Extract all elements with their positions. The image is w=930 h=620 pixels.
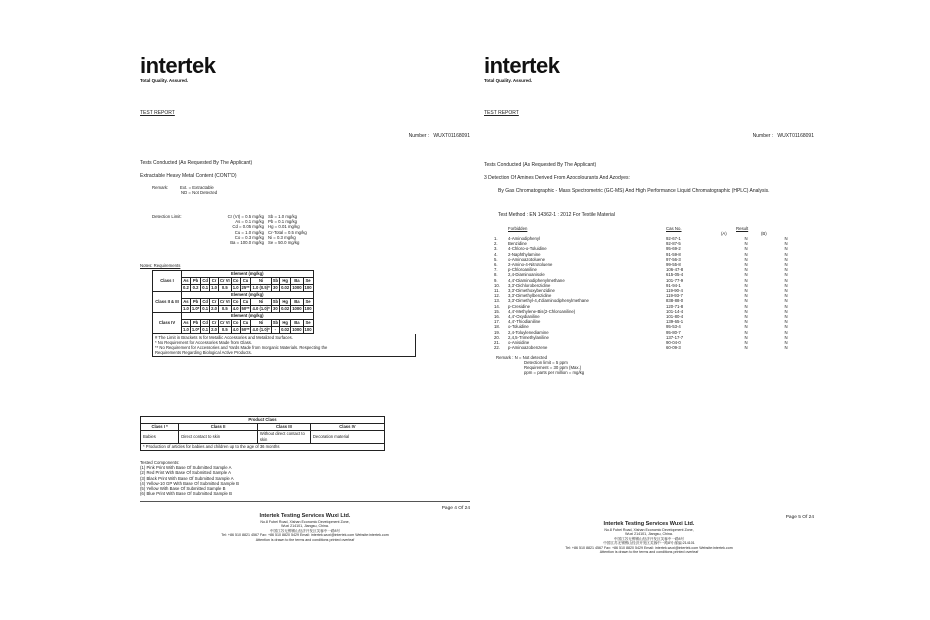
amine-name: p-Aminoazobenzene [508,345,548,351]
amine-cas: 91-94-1 [666,282,681,288]
section-title: 3 Detection Of Amines Derived From Azocolourants And Azodyes: [484,175,630,181]
col-a: (A) [721,231,727,236]
class-name: Class IV [153,313,182,334]
limit-value: 1.0 [232,285,239,290]
element-symbol: Pb [190,278,200,285]
amine-name: 4-Aminodiphenyl [508,236,541,241]
footer-address: 中国江苏无锡锡山经济开发区芙蓉中一路8号 邮编:214101 [603,541,695,546]
amine-b: N [784,324,788,330]
limit-value: 1.0* [191,327,200,332]
logo-tagline: Total Quality. Assured. [484,78,533,83]
amine-cas: 101-14-4 [666,308,684,314]
element-symbol: Cr [210,299,219,306]
amine-cas: 99-55-8 [666,262,681,268]
amine-b: N [784,241,788,247]
pc-value: Direct contact to skin [179,431,258,444]
amine-a: N [744,282,748,288]
requirements-table [152,270,314,334]
element-symbol: Cu [240,278,251,285]
amine-b: N [784,262,788,268]
amine-a: N [744,293,748,299]
amine-no: 15. [494,308,500,314]
limit-value: 0.1 [202,306,209,311]
amine-no: 7. [494,267,498,273]
amine-name: 2,4-Diaminoanisole [508,272,545,278]
element-symbol: Ni [251,320,271,327]
amine-b: N [784,340,788,346]
remark-line: Detection limit = 5 ppm [524,360,568,365]
component-item: (4) Yellow-10 GP With Base Of Submitted Sample B [140,480,240,486]
amine-b: N [784,298,788,304]
amine-b: N [784,303,788,309]
footer-address: Wuxi 214101, Jiangsu, China. [625,532,673,537]
element-header: Element (mg/kg) [182,292,314,299]
element-symbol: As [183,320,189,325]
notes-title: Notes: Requirements [140,263,181,268]
limit-value: 0.2 [190,285,200,292]
limit-value: 1000 [292,327,302,332]
amine-no: 5. [494,256,498,262]
note-line: # The Limit in Brackets Is for Metallic Accessories and Metalized Surfaces. [155,335,293,340]
amine-b: N [784,314,788,320]
element-symbol: Pb [190,320,200,327]
amine-name: 2,4,5-Trimethylaniline [508,334,549,340]
amine-b: N [784,288,788,294]
limit-value: 1.0 [183,327,189,332]
amine-name: 2,4-Toluylenediamine [508,329,549,335]
detection-col-1 [202,214,264,245]
footer-address: 中国江苏无锡锡山经济开发区芙蓉中一路8号 [613,536,685,541]
element-symbol: Sb [272,299,279,304]
element-symbol: Cu [240,299,251,306]
pc-value: Decoration material [310,431,384,444]
element-symbol: Sb [272,320,279,325]
amine-no: 13. [494,298,500,304]
report-title: TEST REPORT [140,110,175,116]
detection-item: Co = 0.3 mg/kg [234,234,264,240]
limit-value: 50** [241,306,250,311]
number-label: Number : [408,133,430,139]
method-description: By Gas Chromatographic - Mass Spectrometric (GC-MS) And High Performance Liquid Chromatographic (HPLC) Analysis. [498,188,770,194]
element-symbol: Sb [272,278,279,283]
col-forbidden: Forbidden [508,226,528,231]
amine-no: 17. [494,319,500,325]
limit-value: 25** [241,285,250,290]
limit-value: 0.5 [218,306,231,313]
amine-name: o-Toluidine [508,324,529,330]
limit-value: 0.5 [218,327,231,334]
logo-wordmark: intertek [140,53,216,78]
pc-value: Babies [141,431,179,444]
amine-cas: 60-09-3 [666,345,681,351]
footer-company: Intertek Testing Services Wuxi Ltd. [259,513,351,519]
element-symbol: Hg [280,320,291,327]
product-class-table [140,416,385,451]
amine-cas: 137-17-7 [666,334,684,340]
amine-name: 4,4'-Oxydianiline [508,314,540,320]
report-number [753,133,814,139]
element-symbol: Cr [210,320,219,327]
amine-name: 3,3'-Dimethylbenzidine [508,293,552,299]
limit-value: 100 [304,327,312,332]
limit-value: 30 [273,306,278,311]
component-item: (5) Yellow With Base Of Submitted Sample B [140,486,226,492]
amine-a: N [744,267,748,273]
report-page-4 [140,55,470,555]
element-symbol: Ni [251,299,271,306]
amine-cas: 106-47-8 [666,267,684,273]
element-symbol: Pb [190,299,200,306]
detection-item: Pb = 0.1 mg/kg [268,219,298,225]
pc-header: Class III [257,424,310,431]
amines-list [494,236,806,350]
footer-contact: Tel: +86 510 8821 4567 Fax: +86 510 8820 5429 Email: intertek.wuxi@intertek.com Website:intertek.com [221,533,389,538]
remark-block [180,185,217,195]
element-header: Element (mg/kg) [182,271,314,278]
detection-item: Cd = 0.05 mg/kg [232,224,264,230]
amine-a: N [744,262,748,268]
element-symbol: Ba [291,320,303,327]
amine-b: N [784,251,788,257]
page-footer [140,513,470,542]
class-name: Class II & III [153,292,182,313]
amine-cas: 92-67-1 [666,236,681,241]
amine-cas: 95-53-4 [666,324,681,330]
amine-a: N [744,308,748,314]
element-symbol: As [183,299,189,304]
amine-name: 3,3'-Dimethoxybenzidine [508,288,555,294]
report-page-5 [484,55,814,555]
amine-no: 9. [494,277,498,283]
detection-item: Cr (VI) = 0.5 mg/kg [227,214,264,219]
detection-item: Se = 50.0 mg/kg [268,240,300,246]
amine-b: N [784,308,788,314]
limit-value: 100 [304,306,312,311]
remark-label: Remark: [152,185,169,190]
amine-b: N [784,236,788,241]
report-number [409,133,470,139]
element-symbol: Cd [202,299,208,304]
detection-item: Ba = 100.0 mg/kg [230,240,264,246]
amine-a: N [744,251,748,257]
element-symbol: Co [232,299,239,304]
amine-a: N [744,314,748,320]
amine-no: 2. [494,241,498,247]
element-symbol: Hg [280,299,291,306]
amine-b: N [784,319,788,325]
amine-b: N [784,282,788,288]
limit-value: 1000 [292,285,302,290]
limit-value: 2.0 [211,306,217,311]
amine-no: 18. [494,324,500,330]
amine-no: 4. [494,251,498,257]
element-symbol: Cr [210,278,219,285]
amine-no: 16. [494,314,500,320]
pc-value: Without direct contact to skin [257,431,310,444]
tested-components-title: Tested Components: [140,460,180,465]
element-symbol: As [183,278,189,283]
element-symbol: Ba [291,299,303,306]
amine-name: 4,4'-Diaminodiphenylmethane [508,277,565,283]
remark-label: Remark : N = Not detected [496,355,547,360]
component-item: (3) Black Print With Base Of Submitted Sample A [140,475,234,481]
amine-b: N [784,334,788,340]
col-cas: Cas No. [666,226,682,231]
element-symbol: Se [303,320,313,327]
remark-line: ppm = parts per million = mg/kg [524,370,585,375]
amine-b: N [784,267,788,273]
intertek-logo [484,55,814,83]
amine-name: 2-Naphthylamine [508,251,541,257]
requirements-notes [152,334,416,357]
limit-value: 4.0 (1.0)* [252,327,270,332]
element-symbol: Co [232,278,239,283]
pc-header: Class II [179,424,258,431]
amine-cas: 101-77-9 [666,277,684,283]
component-item: (1) Pink Print With Base Of Submitted Sample A [140,465,232,471]
limit-value: - [271,327,279,334]
product-class-block [140,416,385,451]
amine-cas: 119-90-4 [666,288,683,294]
limit-value: 0.2 [183,285,189,290]
element-symbol: Cr VI [219,278,230,283]
amine-a: N [744,246,748,252]
limit-value: 1000 [292,306,302,311]
limit-value: 4.0 [232,306,239,311]
intertek-logo [140,55,470,83]
amine-b: N [784,277,788,283]
amine-no: 20. [494,334,500,340]
element-symbol: Se [303,278,313,285]
remark-line: ND = Not Detected [181,190,218,196]
amine-name: o-Anisidine [508,340,530,346]
amine-name: 3,3'-Dimethyl-4,4'diaminodiphenylmethane [508,298,589,304]
element-symbol: Se [303,299,313,306]
product-class-note: * Production of articles for babies and children up to the age of 36 months [141,444,385,451]
limit-value: 2.0 [211,327,217,332]
amine-a: N [744,319,748,325]
tested-components [140,460,239,496]
detection-item: Hg = 0.01 mg/kg [268,224,300,230]
amine-a: N [744,329,748,335]
element-symbol: Hg [280,278,291,285]
amine-cas: 97-56-3 [666,256,681,262]
note-line: Requirements Regarding Biological Active Products. [155,350,252,355]
amine-b: N [784,256,788,262]
footer-attention: Attention is drawn to the terms and conditions printed overleaf [599,550,699,555]
element-symbol: Cr VI [219,320,230,325]
component-item: (2) Red Print With Base Of Submitted Sample A [140,470,231,476]
logo-wordmark: intertek [484,53,560,78]
amine-a: N [744,236,748,241]
limit-value: 1.0 [211,285,217,290]
amine-cas: 139-65-1 [666,319,684,325]
amine-no: 22. [494,345,500,351]
detection-item: Cr-Total = 0.5 mg/kg [268,229,307,235]
detection-item: Ni = 0.3 mg/kg [268,234,296,240]
limit-value: 100 [304,285,312,290]
amine-a: N [744,298,748,304]
test-method: Test Method : EN 14362-1 : 2012 For Textile Material [498,212,615,218]
amine-cas: 120-71-8 [666,303,684,309]
amine-name: 4,4'-Methylene-Bis(2-Chloroaniline) [508,308,576,314]
amine-name: 3,3'-Dichlorobenzidine [508,282,551,288]
requirements-block [152,270,416,357]
amine-cas: 92-87-5 [666,241,681,247]
remark-line: Requirement = 30 ppm (Max.) [524,365,582,370]
amine-no: 14. [494,303,500,309]
amine-name: o-Aminoazotoluene [508,256,546,262]
detection-limit-label: Detection Limit: [152,214,182,219]
amine-cas: 95-69-2 [666,246,681,252]
amine-cas: 615-05-4 [666,272,684,278]
col-result: Result [736,226,749,231]
amine-name: 4-Chloro-o-Toluidine [508,246,547,252]
number-label: Number : [752,133,774,139]
amine-a: N [744,256,748,262]
amine-b: N [784,329,788,335]
amine-name: p-Cresidine [508,303,530,309]
limit-value: 0.1 [202,285,209,290]
amine-no: 10. [494,282,500,288]
limit-value: 0.1 [202,327,209,332]
report-title: TEST REPORT [484,110,519,116]
amine-no: 21. [494,340,500,346]
limit-value: 1.0 [183,306,189,311]
page-footer [484,521,814,554]
amine-cas: 119-93-7 [666,293,683,299]
amine-no: 3. [494,246,498,252]
amine-cas: 95-80-7 [666,329,681,335]
amine-a: N [744,277,748,283]
number-value: WUXT01168091 [433,133,470,139]
amine-a: N [744,345,748,351]
footer-address: 中国江苏无锡锡山经济开发区芙蓉中一路8号 [269,528,341,533]
amine-a: N [744,324,748,330]
amine-b: N [784,345,788,351]
element-symbol: Cd [202,320,208,325]
amine-a: N [744,334,748,340]
limit-value: 1.0 (0.5)* [252,285,270,290]
detection-item: Cu = 1.0 mg/kg [234,229,264,235]
amine-b: N [784,246,788,252]
footer-rule [140,501,470,502]
element-symbol: Cu [240,320,251,327]
remark-line: Ext. = Extractable [180,185,214,190]
element-symbol: Cd [202,278,208,283]
footer-company: Intertek Testing Services Wuxi Ltd. [603,521,695,527]
class-name: Class I [153,271,182,292]
amine-cas: 91-59-8 [666,251,681,257]
amine-row [494,345,806,350]
amine-cas: 838-88-0 [666,298,684,304]
footer-address: No.8 Fubei Road, Xishan Economic Development Zone, [260,520,350,524]
amine-b: N [784,272,788,278]
tests-conducted: Tests Conducted (As Requested By The Applicant) [140,160,253,166]
col-b: (B) [761,231,767,236]
amine-cas: 101-80-4 [666,314,684,320]
footer-address: No.8 Fubei Road, Xishan Economic Development Zone, [604,528,694,532]
footer-attention: Attention is drawn to the terms and conditions printed overleaf [255,537,355,542]
amine-no: 11. [494,288,500,294]
limit-value: 1.0* [191,306,200,311]
page-number: Page 4 Of 24 [441,506,470,511]
detection-item: Sb = 1.0 mg/kg [268,214,298,219]
amine-name: 4,4'-Thiodianiline [508,319,541,325]
amine-b: N [784,293,788,299]
amine-name: p-Chloroaniline [508,267,537,273]
element-symbol: Ba [291,278,303,285]
amine-a: N [744,241,748,247]
amine-cas: 90-04-0 [666,340,681,346]
amine-a: N [744,288,748,294]
pc-header: Class IV [310,424,384,431]
tests-conducted: Tests Conducted (As Requested By The Applicant) [484,162,597,168]
amine-name: Benzidine [508,241,527,247]
limit-value: 0.5 [218,285,231,292]
limit-value: 50** [241,327,250,332]
logo-tagline: Total Quality. Assured. [140,78,189,83]
element-symbol: Ni [251,278,271,285]
footer-contact: Tel: +86 510 8821 4567 Fax: +86 510 8820 5429 Email: intertek.wuxi@intertek.com Website:intertek.com [565,545,733,550]
element-header: Element (mg/kg) [182,313,314,320]
pc-header: Class I * [141,424,179,431]
amine-no: 19. [494,329,500,335]
amine-no: 8. [494,272,498,278]
amine-no: 6. [494,262,498,268]
limit-value: 0.02 [281,306,290,311]
amine-no: 12. [494,293,500,299]
detection-col-2 [268,214,307,245]
limit-value: 30 [273,285,278,290]
detection-item: As = 0.1 mg/kg [235,219,264,225]
limit-value: 0.02 [281,285,290,290]
section-title: Extractable Heavy Metal Content (CONT'D) [140,173,237,179]
footer-address: Wuxi 214101, Jiangsu, China. [281,524,329,529]
amine-no: 1. [494,236,498,241]
note-line: ** No Requirement for Accessories and Yards Made from Inorganic Materials. Respecting the [155,345,328,350]
limit-value: 4.0 (1.0)* [252,306,270,311]
page-number: Page 5 Of 24 [785,515,814,520]
limit-value: 0.02 [281,327,290,332]
number-value: WUXT01168091 [777,133,814,139]
component-item: (6) Blue Print With Base Of Submitted Sample B [140,491,232,497]
amine-a: N [744,272,748,278]
note-line: * No Requirement for Accessories Made from Glass. [155,340,253,345]
element-symbol: Co [232,320,239,325]
amine-a: N [744,303,748,309]
limit-value: 4.0 [232,327,239,332]
amine-name: 2-Amino-4-Nitrotoluene [508,262,553,268]
product-class-title: Product Class [141,417,385,424]
element-symbol: Cr VI [219,299,230,304]
amine-a: N [744,340,748,346]
